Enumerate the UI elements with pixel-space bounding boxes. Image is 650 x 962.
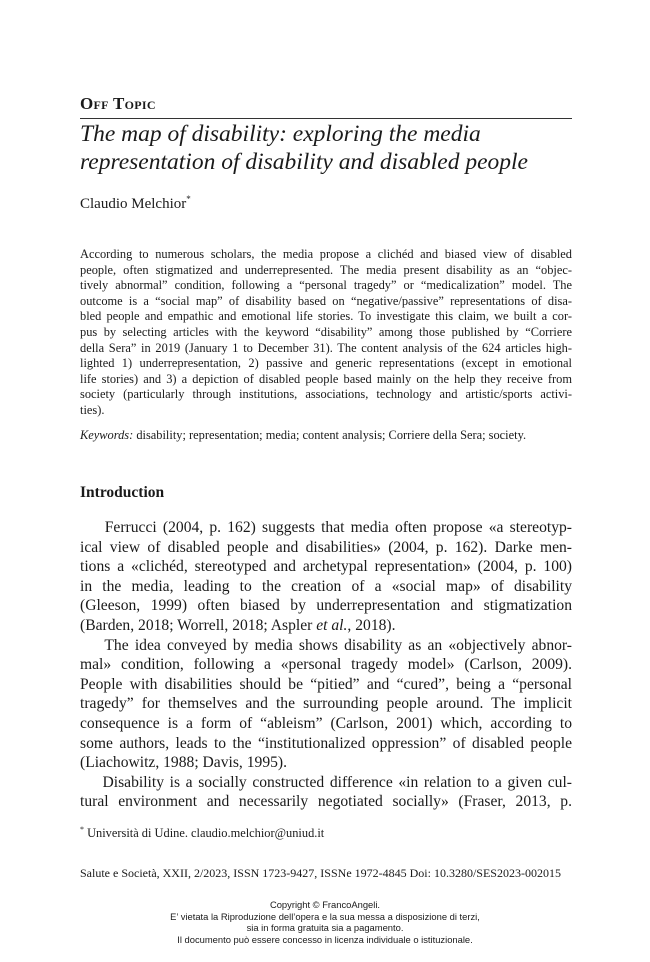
abstract-line: tively abnormal” condition, following a “personal tragedy” or “medicalization” model. The: [80, 278, 572, 293]
abstract-line: pus by selecting articles with the keyword “disability” among those published by “Corriere: [80, 324, 572, 339]
title-line: representation of disability and disabled people: [80, 149, 528, 175]
copyright-line: Copyright © FrancoAngeli.: [269, 899, 381, 910]
author: [80, 194, 191, 213]
body-line: tural environment and necessarily negotiated socially» (Fraser, 2013, p.: [80, 793, 572, 811]
copyright-line: sia in forma gratuita sia a pagamento.: [246, 922, 404, 934]
copyright-notice: [0, 899, 650, 945]
body-line: in the media, leading to the creation of a «social map» of disability: [80, 577, 572, 595]
author-name: Claudio Melchior: [80, 196, 187, 212]
copyright-line: E’ vietata la Riproduzione dell’opera e la sua messa a disposizione di terzi,: [170, 910, 480, 922]
abstract-line: della Sera” in 2019 (January 1 to December 31). The content analysis of the 624 articles high-: [80, 340, 572, 355]
keywords-label: Keywords:: [80, 428, 134, 442]
body-line: People with disabilities should be “pitied” and “cured”, being a “personal: [80, 675, 572, 693]
footnote-text: Università di Udine. claudio.melchior@uniud.it: [84, 826, 325, 841]
abstract-line: life stories) and 3) a depiction of disabled people based mainly on the help they receive from: [80, 371, 572, 386]
body-line: (Barden, 2018; Worrell, 2018; Aspler et al., 2018).: [80, 616, 396, 634]
abstract-line: According to numerous scholars, the media propose a clichéd and biased view of disabled: [80, 247, 572, 261]
keywords-text: disability; representation; media; content analysis; Corriere della Sera; society.: [133, 428, 527, 442]
abstract: [80, 247, 572, 419]
title-line: The map of disability: exploring the media: [80, 121, 481, 147]
footnote: [80, 825, 324, 841]
article-title: [80, 120, 580, 176]
copyright-line: Il documento può essere concesso in licenza individuale o istituzionale.: [177, 933, 473, 945]
abstract-line: ties).: [80, 402, 105, 417]
body-line: tragedy” for themselves and the surrounding people around. The implicit: [80, 695, 572, 713]
body-line: tions a «clichéd, stereotyped and archetypal representation» (2004, p. 100): [80, 558, 572, 576]
body-text: [80, 518, 572, 812]
body-line: The idea conveyed by media shows disability as an «objectively abnor-: [80, 636, 572, 654]
abstract-line: society (particularly through institutions, associations, technology and artistic/sports activi-: [80, 387, 572, 402]
body-line: mal» condition, following a «personal tragedy model» (Carlson, 2009).: [80, 656, 572, 674]
body-line: some authors, leads to the “institutionalized oppression” of disabled people: [80, 734, 572, 752]
body-line: (Gleeson, 1999) often biased by underrepresentation and stigmatization: [80, 597, 572, 615]
section-divider: [80, 118, 572, 119]
citation-et-al: et al.: [316, 616, 348, 634]
abstract-line: people, often stigmatized and underrepresented. The media present disability as an “objec-: [80, 262, 572, 277]
journal-citation: Salute e Società, XXII, 2/2023, ISSN 1723-9427, ISSNe 1972-4845 Doi: 10.3280/SES2023-002015: [80, 866, 561, 880]
abstract-line: lighted 1) underrepresentation, 2) passive and generic representations (except in emotional: [80, 356, 572, 371]
author-footnote-mark: *: [186, 194, 191, 204]
abstract-line: outcome is a “social map” of disability based on “negative/passive” representations of disa-: [80, 293, 572, 308]
section-label: Off Topic: [80, 94, 156, 113]
body-line: (Liachowitz, 1988; Davis, 1995).: [80, 754, 288, 772]
section-heading: Introduction: [80, 484, 165, 501]
footnote-mark: *: [80, 825, 84, 834]
body-line: consequence is a form of “ableism” (Carlson, 2001) which, according to: [80, 714, 572, 732]
abstract-line: bled people and empathic and emotional life stories. To investigate this claim, we built a cor-: [80, 309, 572, 324]
body-line: Ferrucci (2004, p. 162) suggests that media often propose «a stereotyp-: [80, 519, 572, 536]
body-line: Disability is a socially constructed difference «in relation to a given cul-: [80, 773, 572, 791]
keywords: [80, 428, 572, 444]
body-line: ical view of disabled people and disabilities» (2004, p. 162). Darke men-: [80, 538, 572, 556]
